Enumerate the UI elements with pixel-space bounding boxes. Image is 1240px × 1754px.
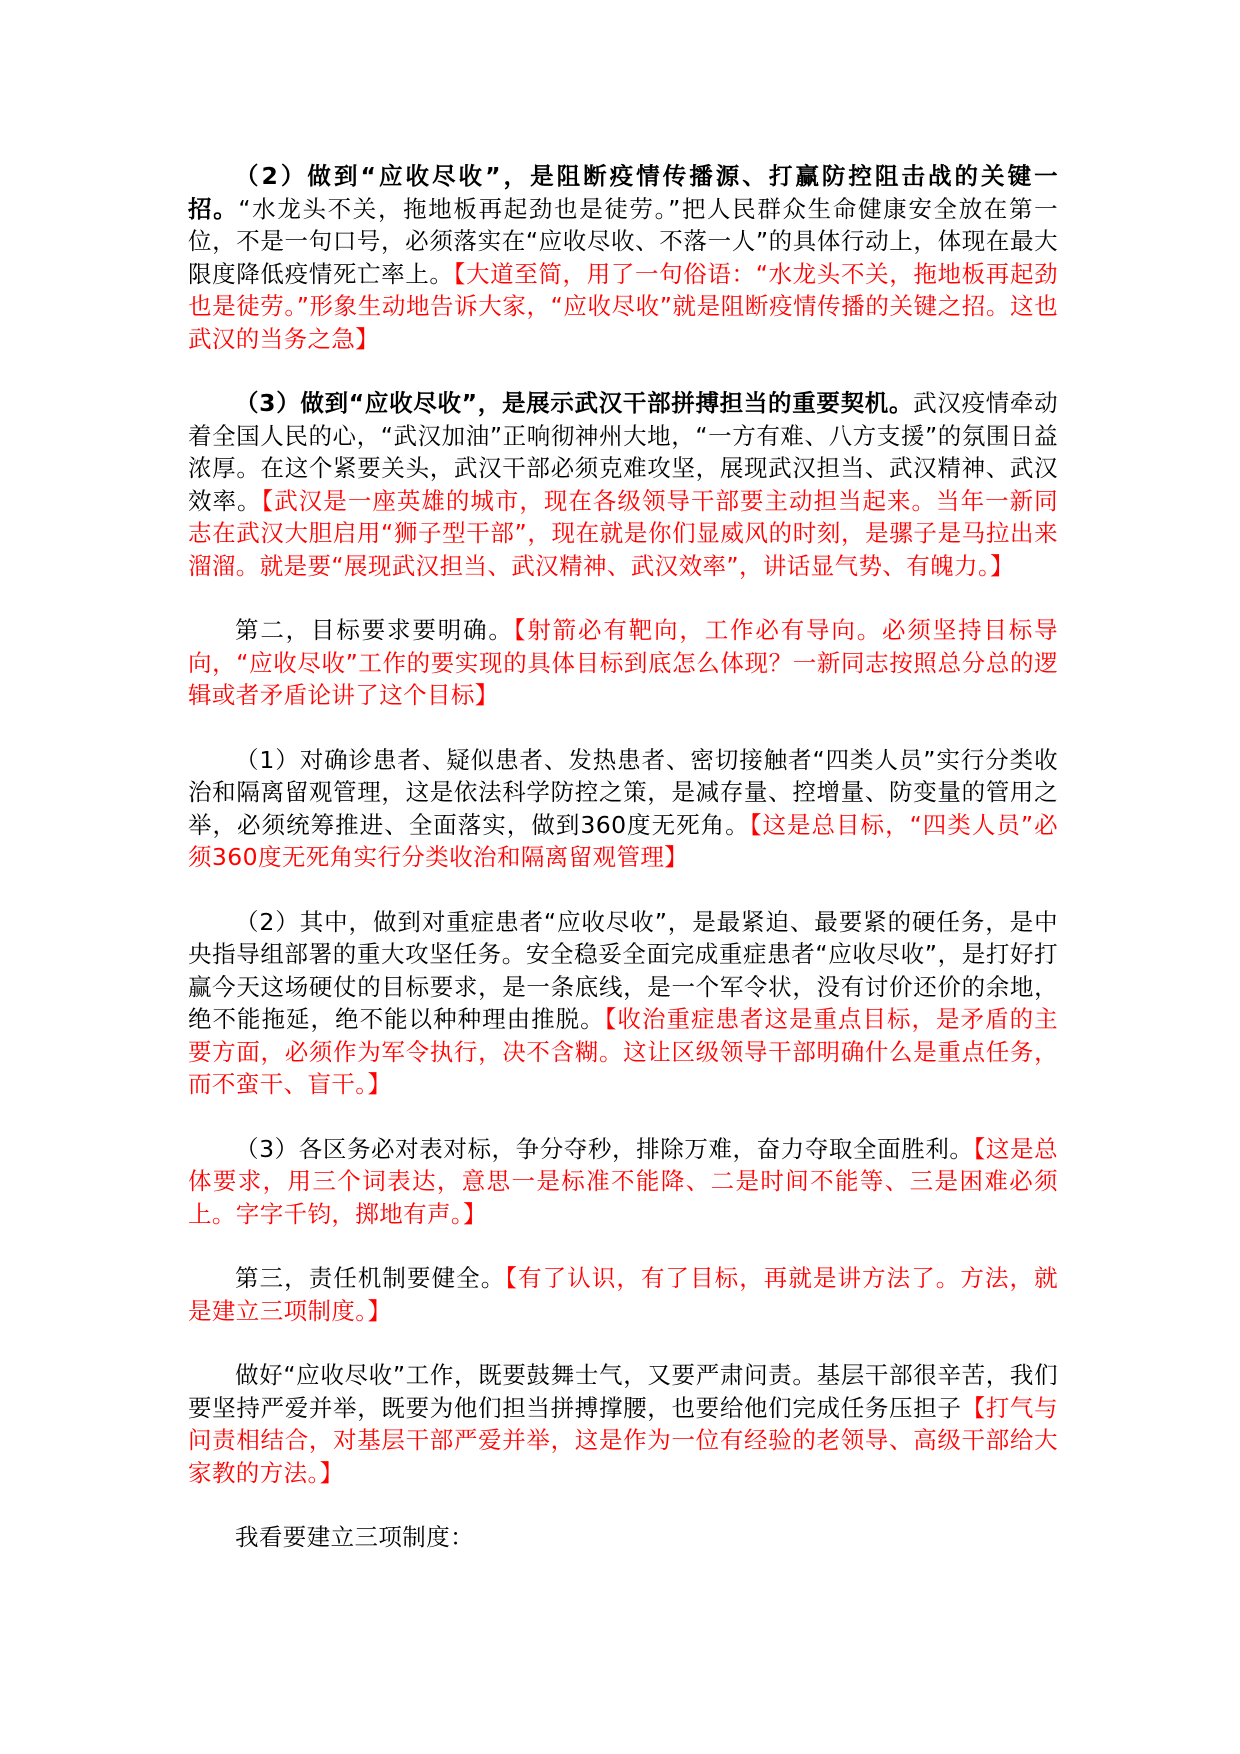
annotation-comment: 【有了认识，有了目标，再就是讲方法了。方法，就是建立三项制度。】 — [188, 1264, 1058, 1325]
paragraph-body: 做好“应收尽收”工作，既要鼓舞士气，又要严肃问责。基层干部很辛苦，我们要坚持严爱并举，既要为他们担当拼搏撑腰，也要给他们完成任务压担子 — [188, 1361, 1058, 1422]
paragraph-section-2 — [188, 614, 1058, 712]
paragraph-heading: （3）做到“应收尽收”，是展示武汉干部拼搏担当的重要契机。 — [235, 389, 914, 417]
paragraph-body: 第二，目标要求要明确。 — [235, 616, 514, 644]
paragraph-body: 我看要建立三项制度： — [235, 1523, 474, 1551]
annotation-comment: 【射箭必有靶向，工作必有导向。必须坚持目标导向，“应收尽收”工作的要实现的具体目标到底怎么体现？一新同志按照总分总的逻辑或者矛盾论讲了这个目标】 — [188, 616, 1058, 709]
annotation-comment: 【这是总体要求，用三个词表达，意思一是标准不能降、二是时间不能等、三是困难必须上。字字千钧，掷地有声。】 — [188, 1134, 1058, 1228]
paragraph-body: （1）对确诊患者、疑似患者、发热患者、密切接触者“四类人员”实行分类收治和隔离留观管理，这是依法科学防控之策，是减存量、控增量、防变量的管用之举，必须统筹推进、全面落实，做到360度无死角。 — [188, 745, 1058, 839]
paragraph-body: 武汉疫情牵动着全国人民的心，“武汉加油”正响彻神州大地，“一方有难、八方支援”的氛围日益浓厚。在这个紧要关头，武汉干部必须克难攻坚，展现武汉担当、武汉精神、武汉效率。 — [188, 389, 1058, 515]
paragraph-point-2 — [188, 160, 1058, 355]
paragraph-three-systems — [188, 1521, 1058, 1554]
paragraph-section-3 — [188, 1262, 1058, 1327]
paragraph-body: （3）各区务必对表对标，争分夺秒，排除万难，奋力夺取全面胜利。 — [235, 1134, 974, 1163]
paragraph-body: 第三，责任机制要健全。 — [235, 1264, 506, 1292]
paragraph-goal-1 — [188, 744, 1058, 874]
paragraph-heading: （2）做到“应收尽收”，是阻断疫情传播源、打赢防控阻击战的关键一招。 — [188, 162, 1058, 223]
paragraph-goal-3 — [188, 1133, 1058, 1231]
paragraph-body: （2）其中，做到对重症患者“应收尽收”，是最紧迫、最要紧的硬任务，是中央指导组部署的重大攻坚任务。安全稳妥全面完成重症患者“应收尽收”，是打好打赢今天这场硬仗的目标要求，是一条底线，是一个军令状，没有讨价还价的余地，绝不能拖延，绝不能以种种理由推脱。 — [188, 907, 1058, 1033]
paragraph-discipline — [188, 1359, 1058, 1489]
paragraph-point-3 — [188, 387, 1058, 582]
paragraph-goal-2 — [188, 906, 1058, 1101]
annotation-comment: 【大道至简，用了一句俗语：“水龙头不关，拖地板再起劲也是徒劳。”形象生动地告诉大家，“应收尽收”就是阻断疫情传播的关键之招。这也武汉的当务之急】 — [188, 259, 1058, 353]
annotation-comment: 【这是总目标，“四类人员”必须360度无死角实行分类收治和隔离留观管理】 — [188, 810, 1058, 871]
annotation-comment: 【武汉是一座英雄的城市，现在各级领导干部要主动担当起来。当年一新同志在武汉大胆启用“狮子型干部”，现在就是你们显威风的时刻，是骡子是马拉出来溜溜。就是要“展现武汉担当、武汉精神、武汉效率”，讲话显气势、有魄力。】 — [188, 486, 1058, 580]
annotation-comment: 【打气与问责相结合，对基层干部严爱并举，这是作为一位有经验的老领导、高级干部给大家教的方法。】 — [188, 1393, 1058, 1487]
paragraph-body: “水龙头不关，拖地板再起劲也是徒劳。”把人民群众生命健康安全放在第一位，不是一句口号，必须落实在“应收尽收、不落一人”的具体行动上，体现在最大限度降低疫情死亡率上。 — [188, 194, 1058, 288]
document-page — [188, 160, 1058, 1586]
annotation-comment: 【收治重症患者这是重点目标，是矛盾的主要方面，必须作为军令执行，决不含糊。这让区级领导干部明确什么是重点任务，而不蛮干、盲干。】 — [188, 1005, 1058, 1098]
